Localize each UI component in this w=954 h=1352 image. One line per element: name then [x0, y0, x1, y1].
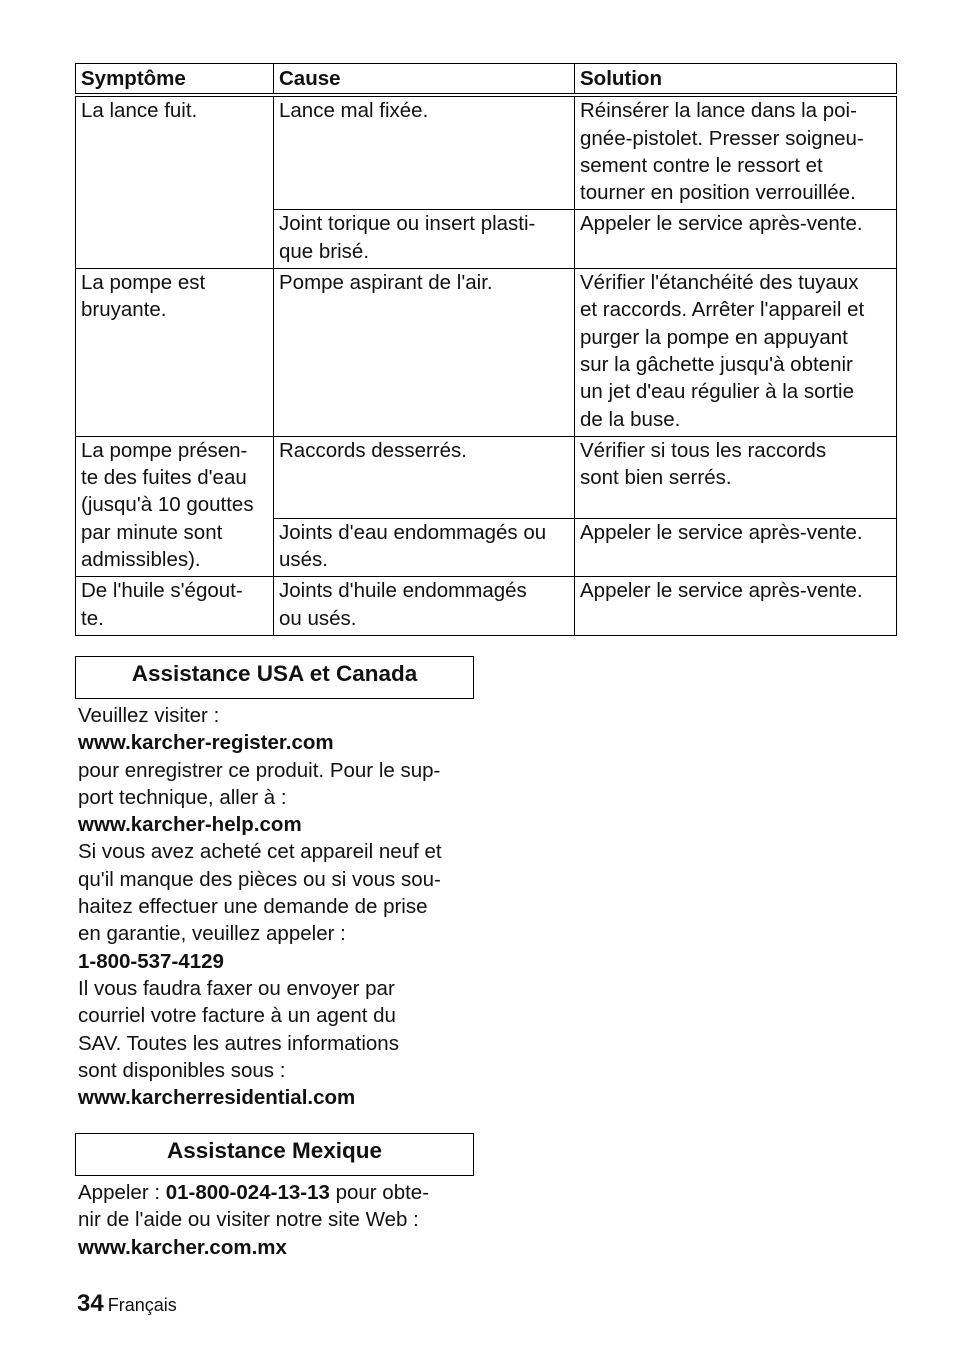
body-line: nir de l'aide ou visiter notre site Web :: [78, 1208, 419, 1232]
body-line: haitez effectuer une demande de prise: [78, 895, 428, 919]
usa-canada-section: [75, 656, 474, 1111]
table-row: [76, 95, 897, 210]
body-line: courriel votre facture à un agent du: [78, 1004, 396, 1028]
mexico-section: [75, 1133, 474, 1261]
register-url: www.karcher-register.com: [78, 731, 334, 755]
body-line: qu'il manque des pièces ou si vous sou-: [78, 867, 441, 891]
table-row: [76, 577, 897, 636]
cause-cell: Lance mal fixée.: [274, 95, 575, 210]
table-row: [76, 269, 897, 437]
footer-language: Français: [107, 1295, 177, 1315]
header-solution: Solution: [575, 64, 897, 96]
symptom-cell: La pompe présen- te des fuites d'eau (jusqu'à 10 gouttes par minute sont admissibles).: [76, 436, 274, 576]
call-prefix: Appeler :: [78, 1181, 166, 1204]
body-line: SAV. Toutes les autres informations: [78, 1031, 399, 1055]
troubleshooting-table: [75, 63, 897, 636]
mexico-phone-number: 01-800-024-13-13: [165, 1181, 330, 1204]
body-line: pour enregistrer ce produit. Pour le sup-: [78, 758, 441, 782]
cause-cell: Joint torique ou insert plasti- que brisé.: [274, 210, 575, 269]
body-line: Il vous faudra faxer ou envoyer par: [78, 976, 395, 1000]
solution-cell: Vérifier l'étanchéité des tuyaux et raccords. Arrêter l'appareil et purger la pompe en appuyant sur la gâchette jusqu'à obtenir un jet d'eau régulier à la sortie de la buse.: [575, 269, 897, 437]
page-footer: [77, 1290, 177, 1318]
symptom-cell: De l'huile s'égout- te.: [76, 577, 274, 636]
body-line: Si vous avez acheté cet appareil neuf et: [78, 840, 442, 864]
solution-cell: Appeler le service après-vente.: [575, 210, 897, 269]
usa-canada-body: [75, 702, 474, 1111]
table-row: [76, 436, 897, 518]
body-line: Veuillez visiter :: [78, 704, 220, 727]
solution-cell: Réinsérer la lance dans la poi- gnée-pistolet. Presser soigneu- sement contre le ressort et tourner en position verrouillée.: [575, 95, 897, 210]
mexico-heading: Assistance Mexique: [75, 1133, 474, 1176]
cause-cell: Joints d'eau endommagés ou usés.: [274, 518, 575, 577]
symptom-cell: La pompe est bruyante.: [76, 269, 274, 437]
page-number: 34: [77, 1290, 104, 1317]
help-url: www.karcher-help.com: [78, 813, 302, 837]
solution-cell: Appeler le service après-vente.: [575, 518, 897, 577]
body-line: port technique, aller à :: [78, 785, 287, 809]
body-line: sont disponibles sous :: [78, 1058, 286, 1082]
symptom-cell: La lance fuit.: [76, 95, 274, 268]
header-symptom: Symptôme: [76, 64, 274, 96]
body-line: [78, 1179, 474, 1206]
cause-cell: Pompe aspirant de l'air.: [274, 269, 575, 437]
header-cause: Cause: [274, 64, 575, 96]
solution-cell: Vérifier si tous les raccords sont bien serrés.: [575, 436, 897, 518]
residential-url: www.karcherresidential.com: [78, 1086, 356, 1110]
usa-canada-heading: Assistance USA et Canada: [75, 656, 474, 699]
cause-cell: Joints d'huile endommagés ou usés.: [274, 577, 575, 636]
call-suffix: pour obte-: [329, 1181, 430, 1204]
mexico-url: www.karcher.com.mx: [78, 1235, 287, 1259]
body-line: en garantie, veuillez appeler :: [78, 922, 346, 946]
solution-cell: Appeler le service après-vente.: [575, 577, 897, 636]
table-header-row: [76, 64, 897, 96]
phone-number: 1-800-537-4129: [78, 949, 224, 973]
cause-cell: Raccords desserrés.: [274, 436, 575, 518]
mexico-body: [75, 1179, 474, 1261]
